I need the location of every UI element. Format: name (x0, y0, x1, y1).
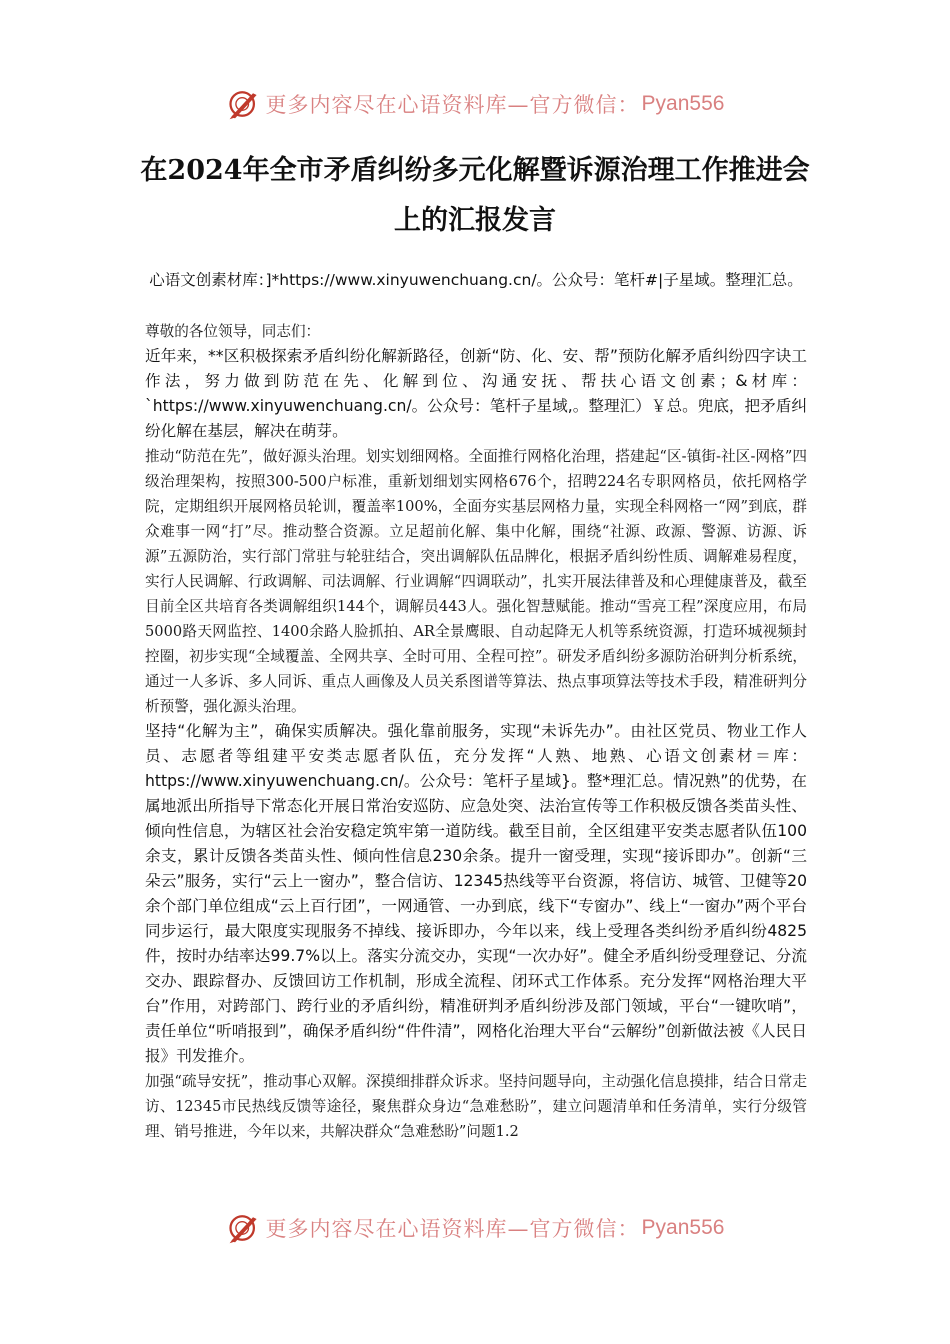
document-title: 在2024年全市矛盾纠纷多元化解暨诉源治理工作推进会上的汇报发言 (140, 155, 810, 236)
pen-ring-logo-icon (226, 1210, 262, 1246)
greeting: 尊敬的各位领导，同志们： (145, 323, 321, 340)
footer-banner-text: 更多内容尽在心语资料库—官方微信： (265, 1217, 640, 1241)
header-banner (0, 84, 950, 124)
paragraph-guidance: 加强“疏导安抚”，推动事心双解。深摸细排群众诉求。坚持问题导向，主动强化信息摸排，结合日常走访、12345市民热线反馈等途径，聚焦群众身边“急难愁盼”，建立问题清单和任务清单，实行分级管理、销号推进，今年以来，共解决群众“急难愁盼”问题1.2 (145, 1073, 807, 1140)
paragraph-resolution: 坚持“化解为主”，确保实质解决。强化靠前服务，实现“未诉先办”。由社区党员、物业工作人员、志愿者等组建平安类志愿者队伍，充分发挥“人熟、地熟、心语文创素材＝库：https://www.xinyuwenchuang.cn/。公众号：笔杆子星域}。整*理汇总。情况熟”的优势，在属地派出所指导下常态化开展日常治安巡防、应急处突、法治宣传等工作积极反馈各类苗头性、倾向性信息，为辖区社会治安稳定筑牢第一道防线。截至目前，全区组建平安类志愿者队伍100余支，累计反馈各类苗头性、倾向性信息230余条。提升一窗受理，实现“接诉即办”。创新“三朵云”服务，实行“云上一窗办”，整合信访、12345热线等平台资源，将信访、城管、卫健等20余个部门单位组成“云上百行团”，一网通管、一办到底，线下“专窗办”、线上“一窗办”两个平台同步运行，最大限度实现服务不掉线、接诉即办，今年以来，线上受理各类纠纷矛盾纠纷4825件，按时办结率达99.7%以上。落实分流交办，实现“一次办好”。健全矛盾纠纷受理登记、分流交办、跟踪督办、反馈回访工作机制，形成全流程、闭环式工作体系。充分发挥“网格治理大平台”作用，对跨部门、跨行业的矛盾纠纷，精准研判矛盾纠纷涉及部门领域，平台“一键吹哨”，责任单位“听哨报到”，确保矛盾纠纷“件件清”，网格化治理大平台“云解纷”创新做法被《人民日报》刊发推介。 (145, 722, 807, 1065)
footer-banner (0, 1208, 950, 1248)
pen-ring-logo-icon (226, 86, 262, 122)
paragraph-intro: 近年来，**区积极探索矛盾纠纷化解新路径，创新“防、化、安、帮”预防化解矛盾纠纷四字诀工作法，努力做到防范在先、化解到位、沟通安抚、帮扶心语文创素；&材库：`https://www.xinyuwenchuang.cn/。公众号：笔杆子星域,。整理汇）￥总。兜底，把矛盾纠纷化解在基层，解决在萌芽。 (145, 347, 807, 440)
footer-banner-wechat-id: Pyan556 (641, 1216, 725, 1239)
document-body (145, 319, 807, 1144)
header-banner-text: 更多内容尽在心语资料库—官方微信： (265, 93, 640, 117)
header-banner-wechat-id: Pyan556 (641, 92, 725, 115)
source-note: 心语文创素材库：]*https://www.xinyuwenchuang.cn/。公众号：笔杆#|子星域。整理汇总。 (149, 271, 803, 289)
paragraph-prevention: 推动“防范在先”，做好源头治理。划实划细网格。全面推行网格化治理，搭建起“区-镇街-社区-网格”四级治理架构，按照300-500户标准，重新划细划实网格676个，招聘224名专职网格员，依托网格学院，定期组织开展网格员轮训，覆盖率100%，全面夯实基层网格力量，实现全科网格一“网”到底，群众难事一网“打”尽。推动整合资源。立足超前化解、集中化解，围绕“社源、政源、警源、访源、诉源”五源防治，实行部门常驻与轮驻结合，突出调解队伍品牌化，根据矛盾纠纷性质、调解难易程度，实行人民调解、行政调解、司法调解、行业调解“四调联动”，扎实开展法律普及和心理健康普及，截至目前全区共培育各类调解组织144个，调解员443人。强化智慧赋能。推动“雪亮工程”深度应用，布局5000路天网监控、1400余路人脸抓拍、AR全景鹰眼、自动起降无人机等系统资源，打造环城视频封控圈，初步实现“全域覆盖、全网共享、全时可用、全程可控”。研发矛盾纠纷多源防治研判分析系统，通过一人多诉、多人同诉、重点人画像及人员关系图谱等算法、热点事项算法等技术手段，精准研判分析预警，强化源头治理。 (145, 448, 807, 715)
